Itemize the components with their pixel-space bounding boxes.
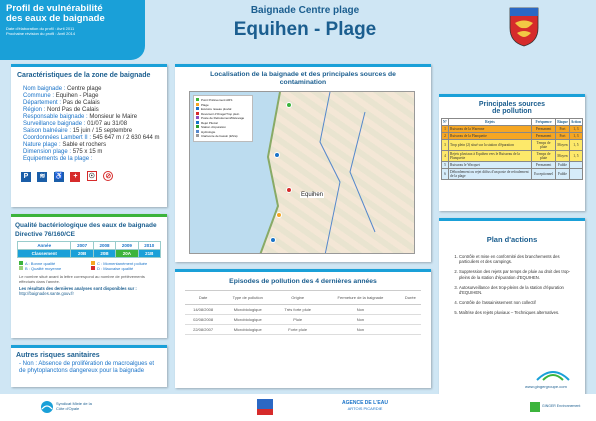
legend-d: D : Mauvaise qualité (91, 266, 159, 271)
sources-row (442, 162, 583, 169)
bacterio-table (17, 241, 161, 258)
characteristic-label: Equipements de la plage (23, 156, 90, 162)
characteristic-label: Saison balnéaire (23, 128, 68, 134)
pollution-header-cell: Type de pollution (221, 291, 274, 305)
ginger-logo (535, 366, 571, 382)
sources-cell-freq: Permanent (531, 133, 555, 140)
accessibility-icon: ♿ (54, 173, 64, 180)
profile-title-line1: Profil de vulnérabilité (6, 3, 103, 14)
map-legend-item: Clarisonte de bassin (ES/a) (196, 134, 250, 139)
sources-header-cell: Fréquence (531, 119, 555, 126)
first-aid-icon: + (70, 172, 80, 182)
sources-cell-action: 1, 3 (569, 133, 582, 140)
bacterio-year: 2009 (116, 242, 138, 250)
characteristic-label: Nature plage (23, 142, 58, 148)
sources-cell-risque: Fort (556, 126, 570, 133)
characteristic-row: Equipements de la plage : (23, 156, 93, 162)
characteristic-row: Dimension plage : 575 x 15 m (23, 149, 103, 155)
characteristic-row: Région : Nord Pas de Calais (23, 107, 99, 113)
footer-logo-ginger: GINGER Environnement (530, 402, 590, 416)
pollution-row (185, 315, 421, 325)
pollution-title: Episodes de pollution des 4 dernières années (229, 278, 377, 285)
sources-cell-n: 6 (442, 169, 449, 180)
risks-title: Autres risques sanitaires (16, 352, 100, 359)
pollution-header-cell: Date (185, 291, 221, 305)
map-point-5[interactable] (270, 237, 276, 243)
bacterio-results-text: Les résultats des dernières analyses sont disponibles sur : (19, 286, 137, 291)
characteristic-label: Région (23, 107, 43, 113)
bacterio-title: Qualité bactériologique des eaux de baignade (15, 222, 157, 229)
sources-header-cell: Rejets (449, 119, 532, 126)
bacterio-year: 2010 (138, 242, 160, 250)
characteristic-value: Equihen - Plage (55, 93, 99, 99)
map-legend-item: Plage (196, 103, 250, 108)
sources-header-row (442, 119, 583, 126)
characteristic-row: Département : Pas de Calais (23, 100, 100, 106)
pollution-cell (400, 325, 421, 335)
sources-card (439, 94, 585, 211)
sources-header-cell: N° (443, 120, 448, 124)
sources-cell-action (569, 162, 582, 169)
shower-icon: ≋ (37, 172, 47, 182)
risks-text: - Non : Absence de prolifération de macroalgues et de phytoplanctons dangereux pour la baignade (19, 361, 155, 374)
pollution-header-cell: Origine (274, 291, 321, 305)
characteristic-label: Département (23, 100, 58, 106)
pollution-cell: Forte pluie (274, 325, 321, 335)
characteristics-list (11, 84, 167, 163)
sources-cell-action: 1, 5 (569, 151, 582, 162)
pollution-cell: Microbiologique (221, 315, 274, 325)
sources-header-cell: Risque (557, 120, 568, 124)
characteristic-value: Centre plage (67, 86, 102, 92)
profile-title-line2: des eaux de baignade (6, 13, 105, 24)
sources-cell-freq: Permanent (531, 162, 555, 169)
sources-cell-freq: Exceptionnel (531, 169, 555, 180)
sources-cell-risque: Faible (556, 162, 570, 169)
bacterio-class: 20B (71, 250, 93, 258)
characteristic-label: Coordonnées Lambert II (23, 135, 88, 141)
sources-title-line1: Principales sources (478, 101, 546, 108)
pollution-cell: Non (321, 315, 400, 325)
bacterio-class: 20A (116, 250, 138, 258)
pollution-row (185, 325, 421, 335)
pollution-cell: Microbiologique (221, 325, 274, 335)
sources-row (442, 133, 583, 140)
actions-website[interactable]: www.gingergroupe.com (525, 384, 567, 389)
pollution-cell: Pluie (274, 315, 321, 325)
characteristics-card (11, 64, 167, 207)
action-item: 4. Contrôle de l'assainissement non collectif (459, 300, 579, 305)
pollution-cell (400, 305, 421, 315)
characteristic-value: Sable et rochers (62, 142, 107, 148)
characteristic-value: 01/07 au 31/08 (87, 121, 128, 127)
sources-cell-rejet: Ruisseau le Wacquet (449, 162, 532, 169)
sources-cell-freq: Permanent (531, 126, 555, 133)
sources-cell-risque: Moyen (556, 151, 570, 162)
characteristic-row: Surveillance baignade : 01/07 au 31/08 (23, 121, 128, 127)
bacterio-row-header: Année (18, 242, 71, 250)
bacterio-year: 2008 (93, 242, 115, 250)
map-legend-item: Rejet Pluvial (196, 121, 250, 126)
profile-date-revision: Prochaine révision du profil : Avril 2014 (6, 31, 76, 36)
pollution-cell: Très forte pluie (274, 305, 321, 315)
characteristic-value: Monsieur le Maire (89, 114, 138, 120)
characteristic-value: 545 647 m / 2 630 644 m (92, 135, 160, 141)
sources-cell-rejet: Débordement ou rejet diffus d'un poste de refoulement de la plage (449, 169, 532, 180)
map-title: Localisation de la baignade et des principales sources de contamination (210, 71, 396, 86)
sources-cell-action: 1, 3 (569, 126, 582, 133)
map-legend-item: Déversoir d'Orage/Trop plein (196, 112, 250, 117)
characteristic-row: Nom baignade : Centre plage (23, 86, 102, 92)
pollution-cell: 02/08/2008 (185, 315, 221, 325)
footer-logo-smco: Syndicat Mixte de la Côte d'Opale (40, 398, 100, 416)
sources-cell-risque: Fort (556, 133, 570, 140)
sources-row (442, 169, 583, 180)
map-legend-item: Exutoire réseau pluvial (196, 107, 250, 112)
characteristic-row: Responsable baignade : Monsieur le Maire (23, 114, 138, 120)
site-header (160, 3, 450, 55)
sources-cell-n: 4 (442, 151, 449, 162)
bacterio-card (11, 214, 167, 338)
legend-a: A : Bonne qualité (19, 261, 87, 266)
pollution-header-cell: Fermeture de la baignade (321, 291, 400, 305)
bacterio-results-link[interactable]: http://baignades.sante.gouv.fr (19, 291, 74, 296)
bacterio-class: 20B (93, 250, 115, 258)
equipment-icons (11, 163, 167, 183)
map-legend (193, 95, 253, 142)
bacterio-year: 2007 (71, 242, 93, 250)
legend-b: B : Qualité moyenne (19, 266, 87, 271)
pollution-cell: Microbiologique (221, 305, 274, 315)
sources-header-cell: Action (570, 120, 581, 124)
characteristic-value: 15 juin / 15 septembre (72, 128, 133, 134)
sources-cell-n: 2 (442, 133, 449, 140)
pollution-cell (400, 315, 421, 325)
pollution-table (185, 290, 421, 335)
characteristic-row: Commune : Equihen - Plage (23, 93, 99, 99)
sources-cell-freq: Temps de pluie (531, 140, 555, 151)
characteristic-value: Pas de Calais (62, 100, 100, 106)
sources-cell-rejet: Ruisseau de la Warenne (449, 126, 532, 133)
lifeguard-icon: ☉ (88, 173, 95, 180)
actions-card (439, 218, 585, 400)
sources-cell-risque: Faible (556, 169, 570, 180)
profile-date-elaboration: Date d'élaboration du profil : Avril 2011 (6, 26, 75, 31)
characteristic-value: 575 x 15 m (72, 149, 103, 155)
characteristic-label: Nom baignade (23, 86, 63, 92)
map-point-1[interactable] (286, 102, 292, 108)
sources-title-line2: de pollution (492, 108, 532, 115)
characteristic-row: Coordonnées Lambert II : 545 647 m / 2 630 644 m (23, 135, 160, 141)
bacterio-years-row (18, 242, 161, 250)
actions-title: Plan d'actions (486, 235, 538, 244)
pollution-cell: 22/08/2007 (185, 325, 221, 335)
pollution-cell: Non (321, 305, 400, 315)
characteristic-row: Nature plage : Sable et rochers (23, 142, 107, 148)
legend-c: C : Momentanément polluée (91, 261, 159, 266)
profile-header (0, 0, 145, 60)
coat-of-arms-logo (508, 6, 540, 48)
action-item: 3. Autosurveillance des trop-pleins de la station d'épuration d'EQUIHEN. (459, 285, 579, 295)
no-dogs-icon: ⊘ (103, 171, 113, 181)
map-legend-item: Point Prélèvement ARS (196, 98, 250, 103)
sources-row (442, 126, 583, 133)
map-legend-item: Hydrologie (196, 130, 250, 135)
characteristic-label: Surveillance baignade (23, 121, 83, 127)
bacterio-legend (11, 258, 167, 271)
map-point-4[interactable] (276, 212, 282, 218)
pollution-card (175, 269, 431, 388)
site-subtitle: Baignade Centre plage (250, 5, 360, 16)
sources-cell-n: 1 (442, 126, 449, 133)
characteristic-row: Saison balnéaire : 15 juin / 15 septembre (23, 128, 133, 134)
pollution-cell: Non (321, 325, 400, 335)
bacterio-classes-row (18, 250, 161, 258)
map-legend-item: Station d'épuration (196, 125, 250, 130)
sources-cell-risque: Moyen (556, 140, 570, 151)
actions-list (439, 254, 585, 316)
sources-cell-rejet: Trop plein (2) situé sur la station d'épuration (449, 140, 532, 151)
map-frame (189, 91, 415, 254)
bacterio-class: 21B (138, 250, 160, 258)
sources-row (442, 140, 583, 151)
bacterio-row-values-label: Classement (18, 250, 71, 258)
sources-table (441, 118, 583, 180)
sources-cell-freq: Temps de pluie (531, 151, 555, 162)
action-item: 5. Maîtrise des rejets pluviaux – Techniques alternatives. (459, 310, 579, 315)
characteristic-label: Responsable baignade (23, 114, 85, 120)
characteristic-value: Nord Pas de Calais (47, 107, 99, 113)
map-point-3[interactable] (286, 187, 292, 193)
sources-cell-action (569, 169, 582, 180)
map-point-2[interactable] (274, 152, 280, 158)
pollution-row (185, 305, 421, 315)
footer-logo-ars (255, 398, 275, 416)
map-legend-item: Poste de Refoulement/Relevage (196, 116, 250, 121)
risks-card (11, 345, 167, 387)
pollution-cell: 14/08/2008 (185, 305, 221, 315)
action-item: 1. Contrôle et mise en conformité des branchements des particuliers et des campings. (459, 254, 579, 264)
sources-cell-n: 3 (442, 140, 449, 151)
pollution-header-row (185, 291, 421, 305)
map-place-label: Equihen (301, 192, 324, 198)
characteristic-label: Commune (23, 93, 51, 99)
bacterio-note: Le nombre situé avant la lettre correspond au nombre de prélèvements effectués dans l'année. (19, 274, 145, 284)
map-card (175, 64, 431, 262)
sources-cell-rejet: Ruisseau de la Planquette (449, 133, 532, 140)
action-item: 2. Suppression des rejets par temps de pluie au droit des trop-pleins de la station d'épuration d'EQUIHEN. (459, 269, 579, 279)
sources-cell-n: 5 (442, 162, 449, 169)
pollution-header-cell: Durée (400, 291, 421, 305)
sources-row (442, 151, 583, 162)
parking-icon: P (21, 172, 31, 182)
characteristic-label: Dimension plage (23, 149, 68, 155)
bacterio-directive: Directive 76/160/CE (15, 231, 75, 238)
characteristics-title: Caractéristiques de la zone de baignade (17, 72, 151, 79)
sources-cell-rejet: Rejets pluviaux à Equihen vers le Ruisseau de la Planquette (449, 151, 532, 162)
footer-logo-agence-eau: AGENCE DE L'EAU ARTOIS PICARDIE (342, 400, 388, 411)
site-title: Equihen - Plage (233, 19, 377, 40)
sources-cell-action: 1, 5 (569, 140, 582, 151)
